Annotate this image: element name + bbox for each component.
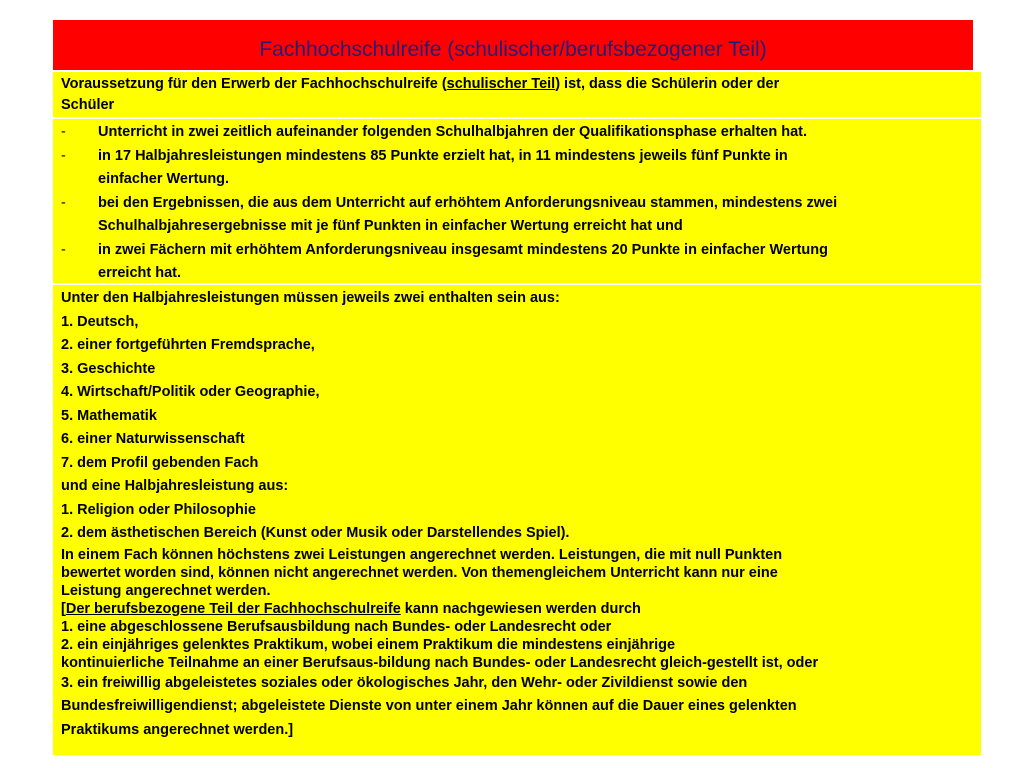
text-line: 2. dem ästhetischen Bereich (Kunst oder Musik oder Darstellendes Spiel).	[61, 525, 570, 541]
intro-cell	[53, 72, 981, 117]
text-line: 1. Religion oder Philosophie	[61, 501, 256, 518]
text-line: kontinuierliche Teilnahme an einer Berufsaus-bildung nach Bundes- oder Landesrecht gleich-gestellt ist, oder	[61, 654, 819, 671]
conditions-cell	[53, 119, 981, 283]
beruf-underlined: Der berufsbezogene Teil der Fachhochschulreife	[65, 600, 401, 617]
text-line: 4. Wirtschaft/Politik oder Geographie,	[61, 384, 320, 400]
intro-line-2: Schüler	[61, 97, 115, 113]
text-line: In einem Fach können höchstens zwei Leistungen angerechnet werden. Leistungen, die mit null Punkten	[61, 546, 783, 563]
text-line: Praktikums angerechnet werden.]	[61, 721, 294, 738]
condition-item: - in 17 Halbjahresleistungen mindestens 85 Punkte erzielt hat, in 11 mindestens jeweils fünf Punkte in einfacher Wertung.	[61, 145, 973, 192]
content-table	[53, 72, 981, 755]
text-line: 5. Mathematik	[61, 407, 157, 424]
intro-underlined: schulischer Teil	[446, 76, 556, 92]
beruf-heading: [Der berufsbezogene Teil der Fachhochschulreife kann nachgewiesen werden durch	[61, 600, 641, 617]
text-line: 3. ein freiwillig abgeleistetes soziales oder ökologisches Jahr, den Wehr- oder Zivildienst sowie den	[61, 674, 748, 691]
page-title: Fachhochschulreife (schulischer/berufsbezogener Teil)	[259, 38, 767, 61]
text-line: Bundesfreiwilligendienst; abgeleistete Dienste von unter einem Jahr können auf die Dauer eines gelenkten	[61, 698, 797, 714]
text-line: bewertet worden sind, können nicht angerechnet werden. Von themengleichem Unterricht kann nur eine	[61, 564, 778, 581]
list-dash: -	[61, 147, 66, 164]
text-line: Unter den Halbjahresleistungen müssen jeweils zwei enthalten sein aus:	[61, 290, 560, 306]
text-line: 1. Deutsch,	[61, 313, 139, 330]
text-line: Leistung angerechnet werden.	[61, 582, 271, 599]
main-cell	[53, 285, 981, 755]
condition-item: - in zwei Fächern mit erhöhtem Anforderungsniveau insgesamt mindestens 20 Punkte in einfacher Wertung erreicht hat.	[61, 239, 973, 286]
list-dash: -	[61, 124, 66, 140]
text-line: 1. eine abgeschlossene Berufsausbildung nach Bundes- oder Landesrecht oder	[61, 618, 612, 635]
title-bar	[53, 20, 973, 70]
text-line: 3. Geschichte	[61, 360, 156, 377]
text-line: 7. dem Profil gebenden Fach	[61, 454, 259, 471]
text-line: und eine Halbjahresleistung aus:	[61, 478, 289, 494]
intro-line-1: Voraussetzung für den Erwerb der Fachhochschulreife (schulischer Teil) ist, dass die Schülerin oder der	[61, 76, 780, 92]
condition-item: - bei den Ergebnissen, die aus dem Unterricht auf erhöhtem Anforderungsniveau stammen, mindestens zwei Schulhalbjahresergebnisse mit je fünf Punkten in einfacher Wertung erreicht hat und	[61, 192, 973, 239]
text-line: 2. ein einjähriges gelenktes Praktikum, wobei einem Praktikum die mindestens einjährige	[61, 636, 676, 653]
list-dash: -	[61, 241, 66, 258]
condition-item: - Unterricht in zwei zeitlich aufeinander folgenden Schulhalbjahren der Qualifikationsphase erhalten hat.	[61, 121, 973, 145]
text-line: 6. einer Naturwissenschaft	[61, 431, 245, 447]
text-line: 2. einer fortgeführten Fremdsprache,	[61, 337, 315, 353]
list-dash: -	[61, 194, 66, 211]
